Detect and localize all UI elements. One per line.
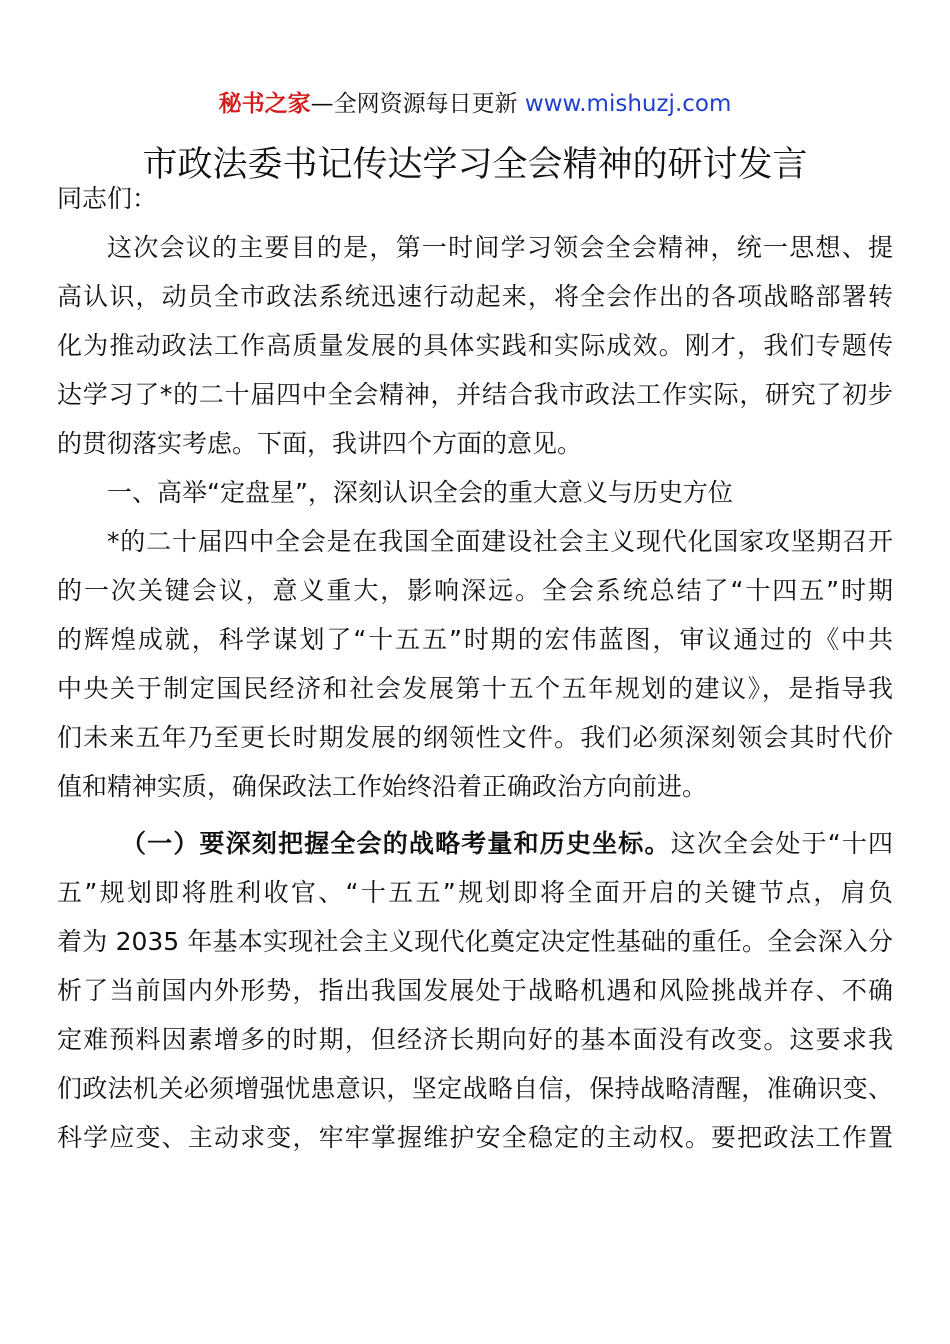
- paragraph-intro: [57, 223, 893, 468]
- paragraph-line: 的一次关键会议，意义重大，影响深远。全会系统总结了“十四五”时期: [57, 576, 893, 605]
- paragraph-line: 化为推动政法工作高质量发展的具体实践和实际成效。刚才，我们专题传: [57, 331, 893, 360]
- paragraph-line: 们未来五年乃至更长时期发展的纲领性文件。我们必须深刻领会其时代价: [57, 723, 893, 752]
- paragraph-line: 的辉煌成就，科学谋划了“十五五”时期的宏伟蓝图，审议通过的《中共: [57, 625, 893, 654]
- paragraph-lead-line: [57, 819, 893, 868]
- paragraph-line: 中央关于制定国民经济和社会发展第十五个五年规划的建议》，是指导我: [57, 674, 893, 703]
- paragraph-line: 析了当前国内外形势，指出我国发展处于战略机遇和风险挑战并存、不确: [57, 976, 893, 1005]
- paragraph-significance: [57, 517, 893, 811]
- lead-text: 这次全会处于“十四: [670, 829, 893, 858]
- paragraph-line: 达学习了*的二十届四中全会精神，并结合我市政法工作实际，研究了初步: [57, 380, 893, 409]
- paragraph-line: 五”规划即将胜利收官、“十五五”规划即将全面开启的关键节点，肩负: [57, 878, 893, 907]
- document-title: 市政法委书记传达学习全会精神的研讨发言: [142, 145, 808, 185]
- subsection-heading: （一）要深刻把握全会的战略考量和历史坐标。: [121, 829, 671, 858]
- brand-name: 秘书之家: [218, 91, 311, 117]
- section-heading: 一、高举“定盘星”，深刻认识全会的重大意义与历史方位: [107, 478, 733, 507]
- paragraph-line: 高认识，动员全市政法系统迅速行动起来，将全会作出的各项战略部署转: [57, 282, 893, 311]
- salutation: 同志们：: [57, 184, 158, 213]
- paragraph-line: 定难预料因素增多的时期，但经济长期向好的基本面没有改变。这要求我: [57, 1025, 893, 1054]
- paragraph-line: 们政法机关必须增强忧患意识，坚定战略自信，保持战略清醒，准确识变、: [57, 1074, 893, 1103]
- paragraph-line: 值和精神实质，确保政法工作始终沿着正确政治方向前进。: [57, 772, 708, 801]
- paragraph-line: 科学应变、主动求变，牢牢掌握维护安全稳定的主动权。要把政法工作置: [57, 1123, 893, 1152]
- paragraph-line: 这次会议的主要目的是，第一时间学习领会全会精神，统一思想、提: [107, 233, 893, 262]
- site-url-link[interactable]: www.mishuzj.com: [524, 91, 732, 117]
- header-slogan: —全网资源每日更新: [310, 91, 525, 117]
- paragraph-line: *的二十届四中全会是在我国全面建设社会主义现代化国家攻坚期召开: [107, 527, 893, 556]
- paragraph-line: 着为 2035 年基本实现社会主义现代化奠定决定性基础的重任。全会深入分: [57, 927, 893, 956]
- site-header: [0, 88, 950, 120]
- paragraph-strategic: [57, 819, 893, 1162]
- paragraph-line: 的贯彻落实考虑。下面，我讲四个方面的意见。: [57, 429, 583, 458]
- document-body: [57, 174, 893, 1162]
